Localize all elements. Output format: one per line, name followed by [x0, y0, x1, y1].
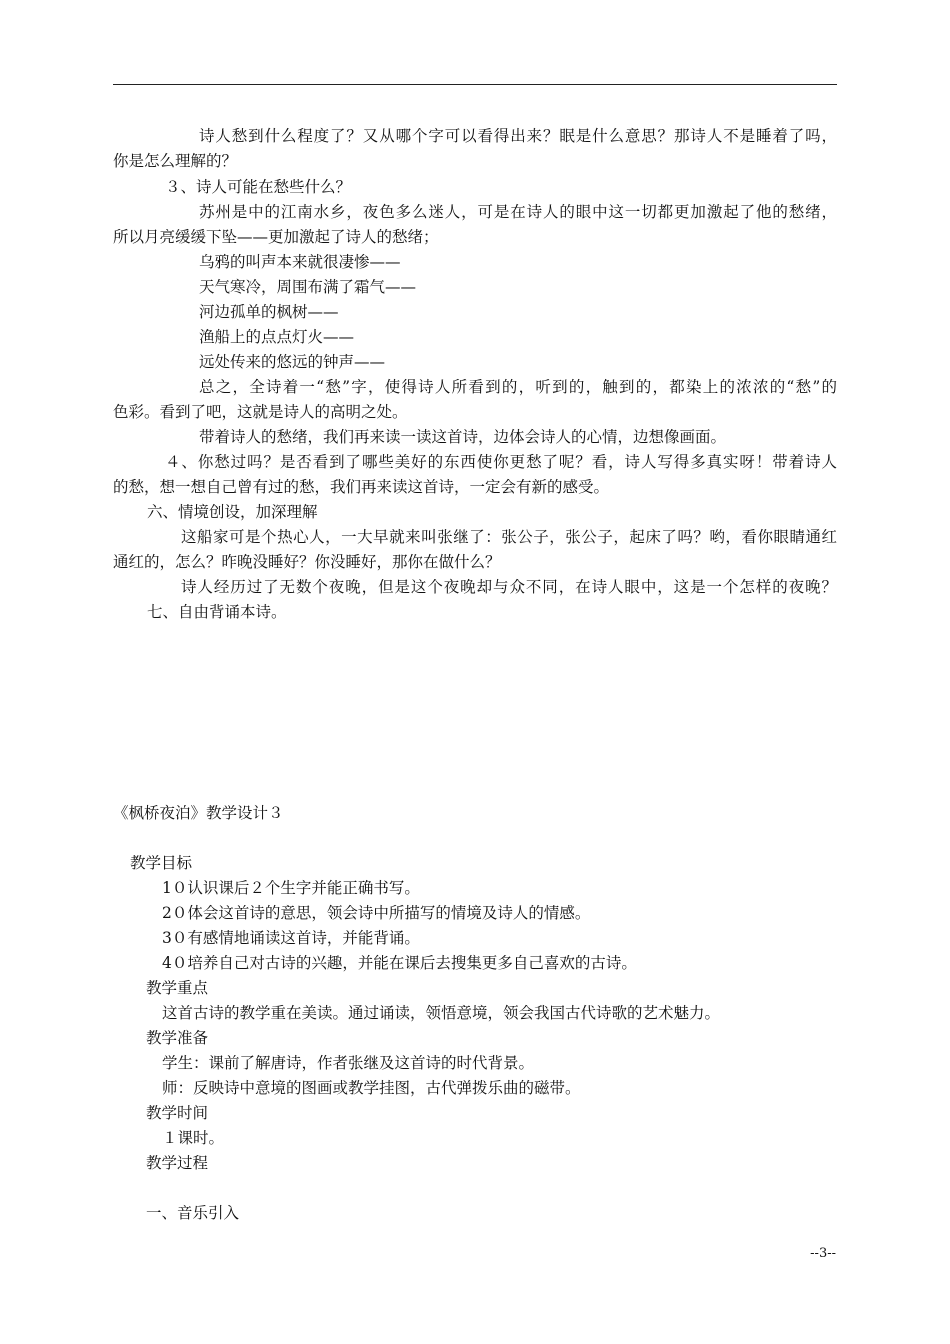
paragraph-line: 所以月亮缓缓下坠——更加激起了诗人的愁绪； — [113, 228, 439, 246]
paragraph-line: 渔船上的点点灯火—— — [199, 328, 355, 346]
paragraph-line: 学生：课前了解唐诗，作者张继及这首诗的时代背景。 — [162, 1054, 535, 1072]
paragraph-line: 乌鸦的叫声本来就很凄惨—— — [199, 253, 401, 271]
paragraph-line: 这首古诗的教学重在美读。通过诵读，领悟意境，领会我国古代诗歌的艺术魅力。 — [162, 1004, 721, 1022]
section-heading: 教学时间 — [146, 1104, 209, 1122]
paragraph-line: 带着诗人的愁绪，我们再来读一读这首诗，边体会诗人的心情，边想像画面。 — [199, 428, 727, 446]
section-heading: ４、你愁过吗？是否看到了哪些美好的东西使你更愁了呢？看，诗人写得多真实呀！带着诗人 — [165, 453, 837, 471]
section-heading: 一、音乐引入 — [146, 1204, 240, 1222]
section-heading: 教学目标 — [130, 854, 193, 872]
paragraph-line: 总之，全诗着一“愁”字，使得诗人所看到的，听到的，触到的，都染上的浓浓的“愁”的 — [199, 378, 837, 396]
paragraph-line: 你是怎么理解的？ — [113, 152, 238, 170]
paragraph-line: 苏州是中的江南水乡，夜色多么迷人，可是在诗人的眼中这一切都更加激起了他的愁绪， — [199, 203, 837, 221]
paragraph-line: 远处传来的悠远的钟声—— — [199, 353, 386, 371]
list-item: 2０体会这首诗的意思，领会诗中所描写的情境及诗人的情感。 — [162, 904, 591, 922]
paragraph-line: 师：反映诗中意境的图画或教学挂图，古代弹拨乐曲的磁带。 — [162, 1079, 581, 1097]
paragraph-line: 通红的，怎么？昨晚没睡好？你没睡好，那你在做什么？ — [113, 553, 501, 571]
list-item: 3０有感情地诵读这首诗，并能背诵。 — [162, 929, 420, 947]
section-heading: ３、诗人可能在愁些什么？ — [165, 178, 352, 196]
paragraph-line: 天气寒冷，周围布满了霜气—— — [199, 278, 417, 296]
paragraph-line: １课时。 — [162, 1129, 225, 1147]
page-number: --3-- — [810, 1246, 836, 1261]
section-heading: 六、情境创设，加深理解 — [147, 503, 318, 521]
paragraph-line: 的愁，想一想自己曾有过的愁，我们再来读这首诗，一定会有新的感受。 — [113, 478, 610, 496]
section-heading: 教学过程 — [146, 1154, 209, 1172]
document-title: 《枫桥夜泊》教学设计３ — [113, 804, 284, 822]
section-heading: 教学重点 — [146, 979, 209, 997]
paragraph-line: 诗人愁到什么程度了？又从哪个字可以看得出来？眠是什么意思？那诗人不是睡着了吗， — [199, 127, 837, 145]
header-rule — [113, 84, 837, 85]
paragraph-line: 色彩。看到了吧，这就是诗人的高明之处。 — [113, 403, 408, 421]
list-item: 1０认识课后２个生字并能正确书写。 — [162, 879, 420, 897]
section-heading: 七、自由背诵本诗。 — [147, 603, 287, 621]
paragraph-line: 诗人经历过了无数个夜晚，但是这个夜晚却与众不同，在诗人眼中，这是一个怎样的夜晚？ — [181, 578, 837, 596]
paragraph-line: 这船家可是个热心人，一大早就来叫张继了：张公子，张公子，起床了吗？哟，看你眼睛通红 — [181, 528, 837, 546]
paragraph-line: 河边孤单的枫树—— — [199, 303, 339, 321]
list-item: 4０培养自己对古诗的兴趣，并能在课后去搜集更多自己喜欢的古诗。 — [162, 954, 637, 972]
section-heading: 教学准备 — [146, 1029, 209, 1047]
